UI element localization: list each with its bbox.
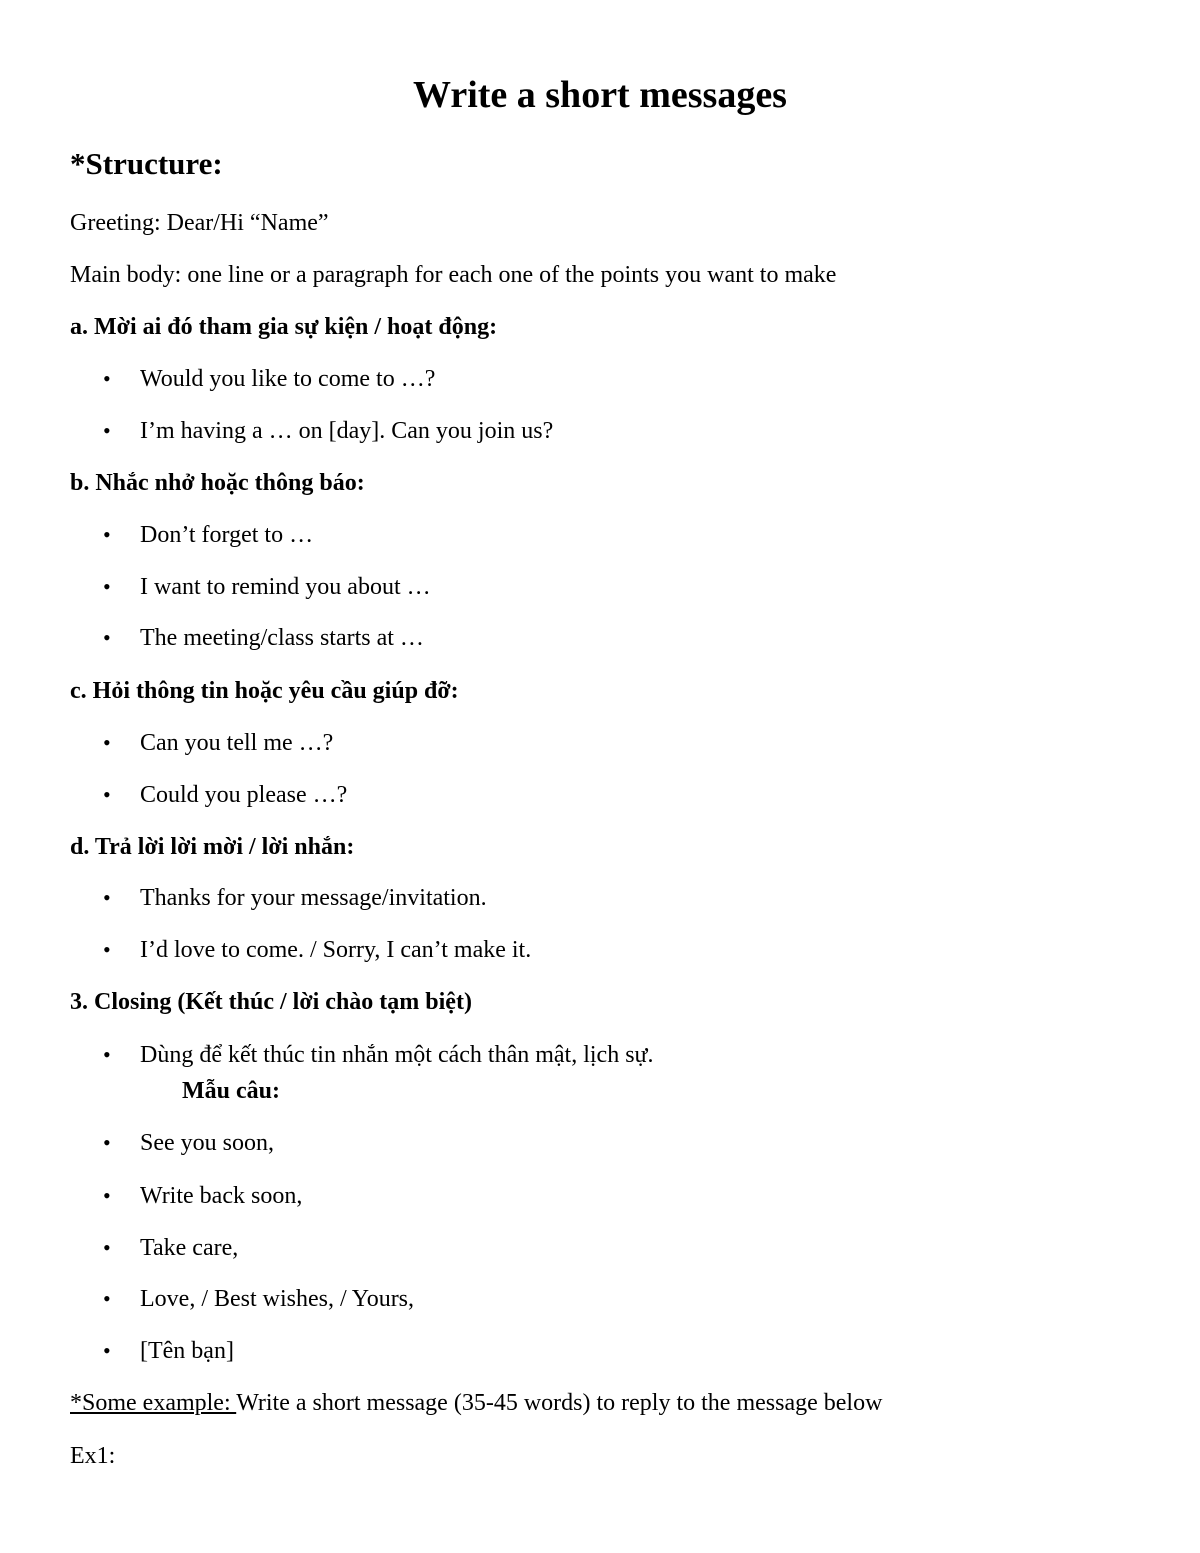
section-c-heading: c. Hỏi thông tin hoặc yêu cầu giúp đỡ: bbox=[70, 678, 459, 704]
bullet-icon: • bbox=[103, 1042, 111, 1067]
bullet-icon: • bbox=[103, 1286, 111, 1311]
list-item: • Would you like to come to …? bbox=[103, 366, 436, 392]
list-item: • Dùng để kết thúc tin nhắn một cách thân mật, lịch sự. bbox=[103, 1042, 654, 1068]
list-item: • I’m having a … on [day]. Can you join us? bbox=[103, 418, 554, 444]
example-label: *Some example: bbox=[70, 1390, 237, 1416]
section-b-heading: b. Nhắc nhở hoặc thông báo: bbox=[70, 470, 365, 496]
sample-label: Mẫu câu: bbox=[182, 1078, 280, 1104]
bullet-icon: • bbox=[103, 366, 111, 391]
list-item: • I’d love to come. / Sorry, I can’t make it. bbox=[103, 937, 532, 963]
list-item: • Write back soon, bbox=[103, 1183, 303, 1209]
section-d-heading: d. Trả lời lời mời / lời nhắn: bbox=[70, 834, 355, 860]
bullet-icon: • bbox=[103, 730, 111, 755]
main-body-line: Main body: one line or a paragraph for each one of the points you want to make bbox=[70, 262, 837, 288]
bullet-icon: • bbox=[103, 418, 111, 443]
list-item: • Can you tell me …? bbox=[103, 730, 334, 756]
example-text: Write a short message (35-45 words) to reply to the message below bbox=[236, 1390, 883, 1416]
bullet-icon: • bbox=[103, 625, 111, 650]
bullet-icon: • bbox=[103, 782, 111, 807]
bullet-icon: • bbox=[103, 1130, 111, 1155]
example-line bbox=[70, 1388, 882, 1418]
list-item: • See you soon, bbox=[103, 1130, 274, 1156]
list-item: • The meeting/class starts at … bbox=[103, 625, 424, 651]
bullet-icon: • bbox=[103, 574, 111, 599]
list-item: • Thanks for your message/invitation. bbox=[103, 885, 487, 911]
list-item: • Don’t forget to … bbox=[103, 522, 314, 548]
list-item: • Could you please …? bbox=[103, 782, 348, 808]
list-item: • [Tên bạn] bbox=[103, 1338, 234, 1364]
list-item: • I want to remind you about … bbox=[103, 574, 431, 600]
bullet-icon: • bbox=[103, 1338, 111, 1363]
ex1-label: Ex1: bbox=[70, 1443, 116, 1469]
page-title: Write a short messages bbox=[413, 74, 787, 116]
list-item: • Take care, bbox=[103, 1235, 239, 1261]
bullet-icon: • bbox=[103, 1235, 111, 1260]
section-a-heading: a. Mời ai đó tham gia sự kiện / hoạt động: bbox=[70, 314, 498, 340]
bullet-icon: • bbox=[103, 885, 111, 910]
bullet-icon: • bbox=[103, 1183, 111, 1208]
greeting-line: Greeting: Dear/Hi “Name” bbox=[70, 210, 329, 236]
closing-heading: 3. Closing (Kết thúc / lời chào tạm biệt) bbox=[70, 989, 472, 1015]
bullet-icon: • bbox=[103, 937, 111, 962]
list-item: • Love, / Best wishes, / Yours, bbox=[103, 1286, 415, 1312]
bullet-icon: • bbox=[103, 522, 111, 547]
structure-heading: *Structure: bbox=[70, 146, 223, 181]
